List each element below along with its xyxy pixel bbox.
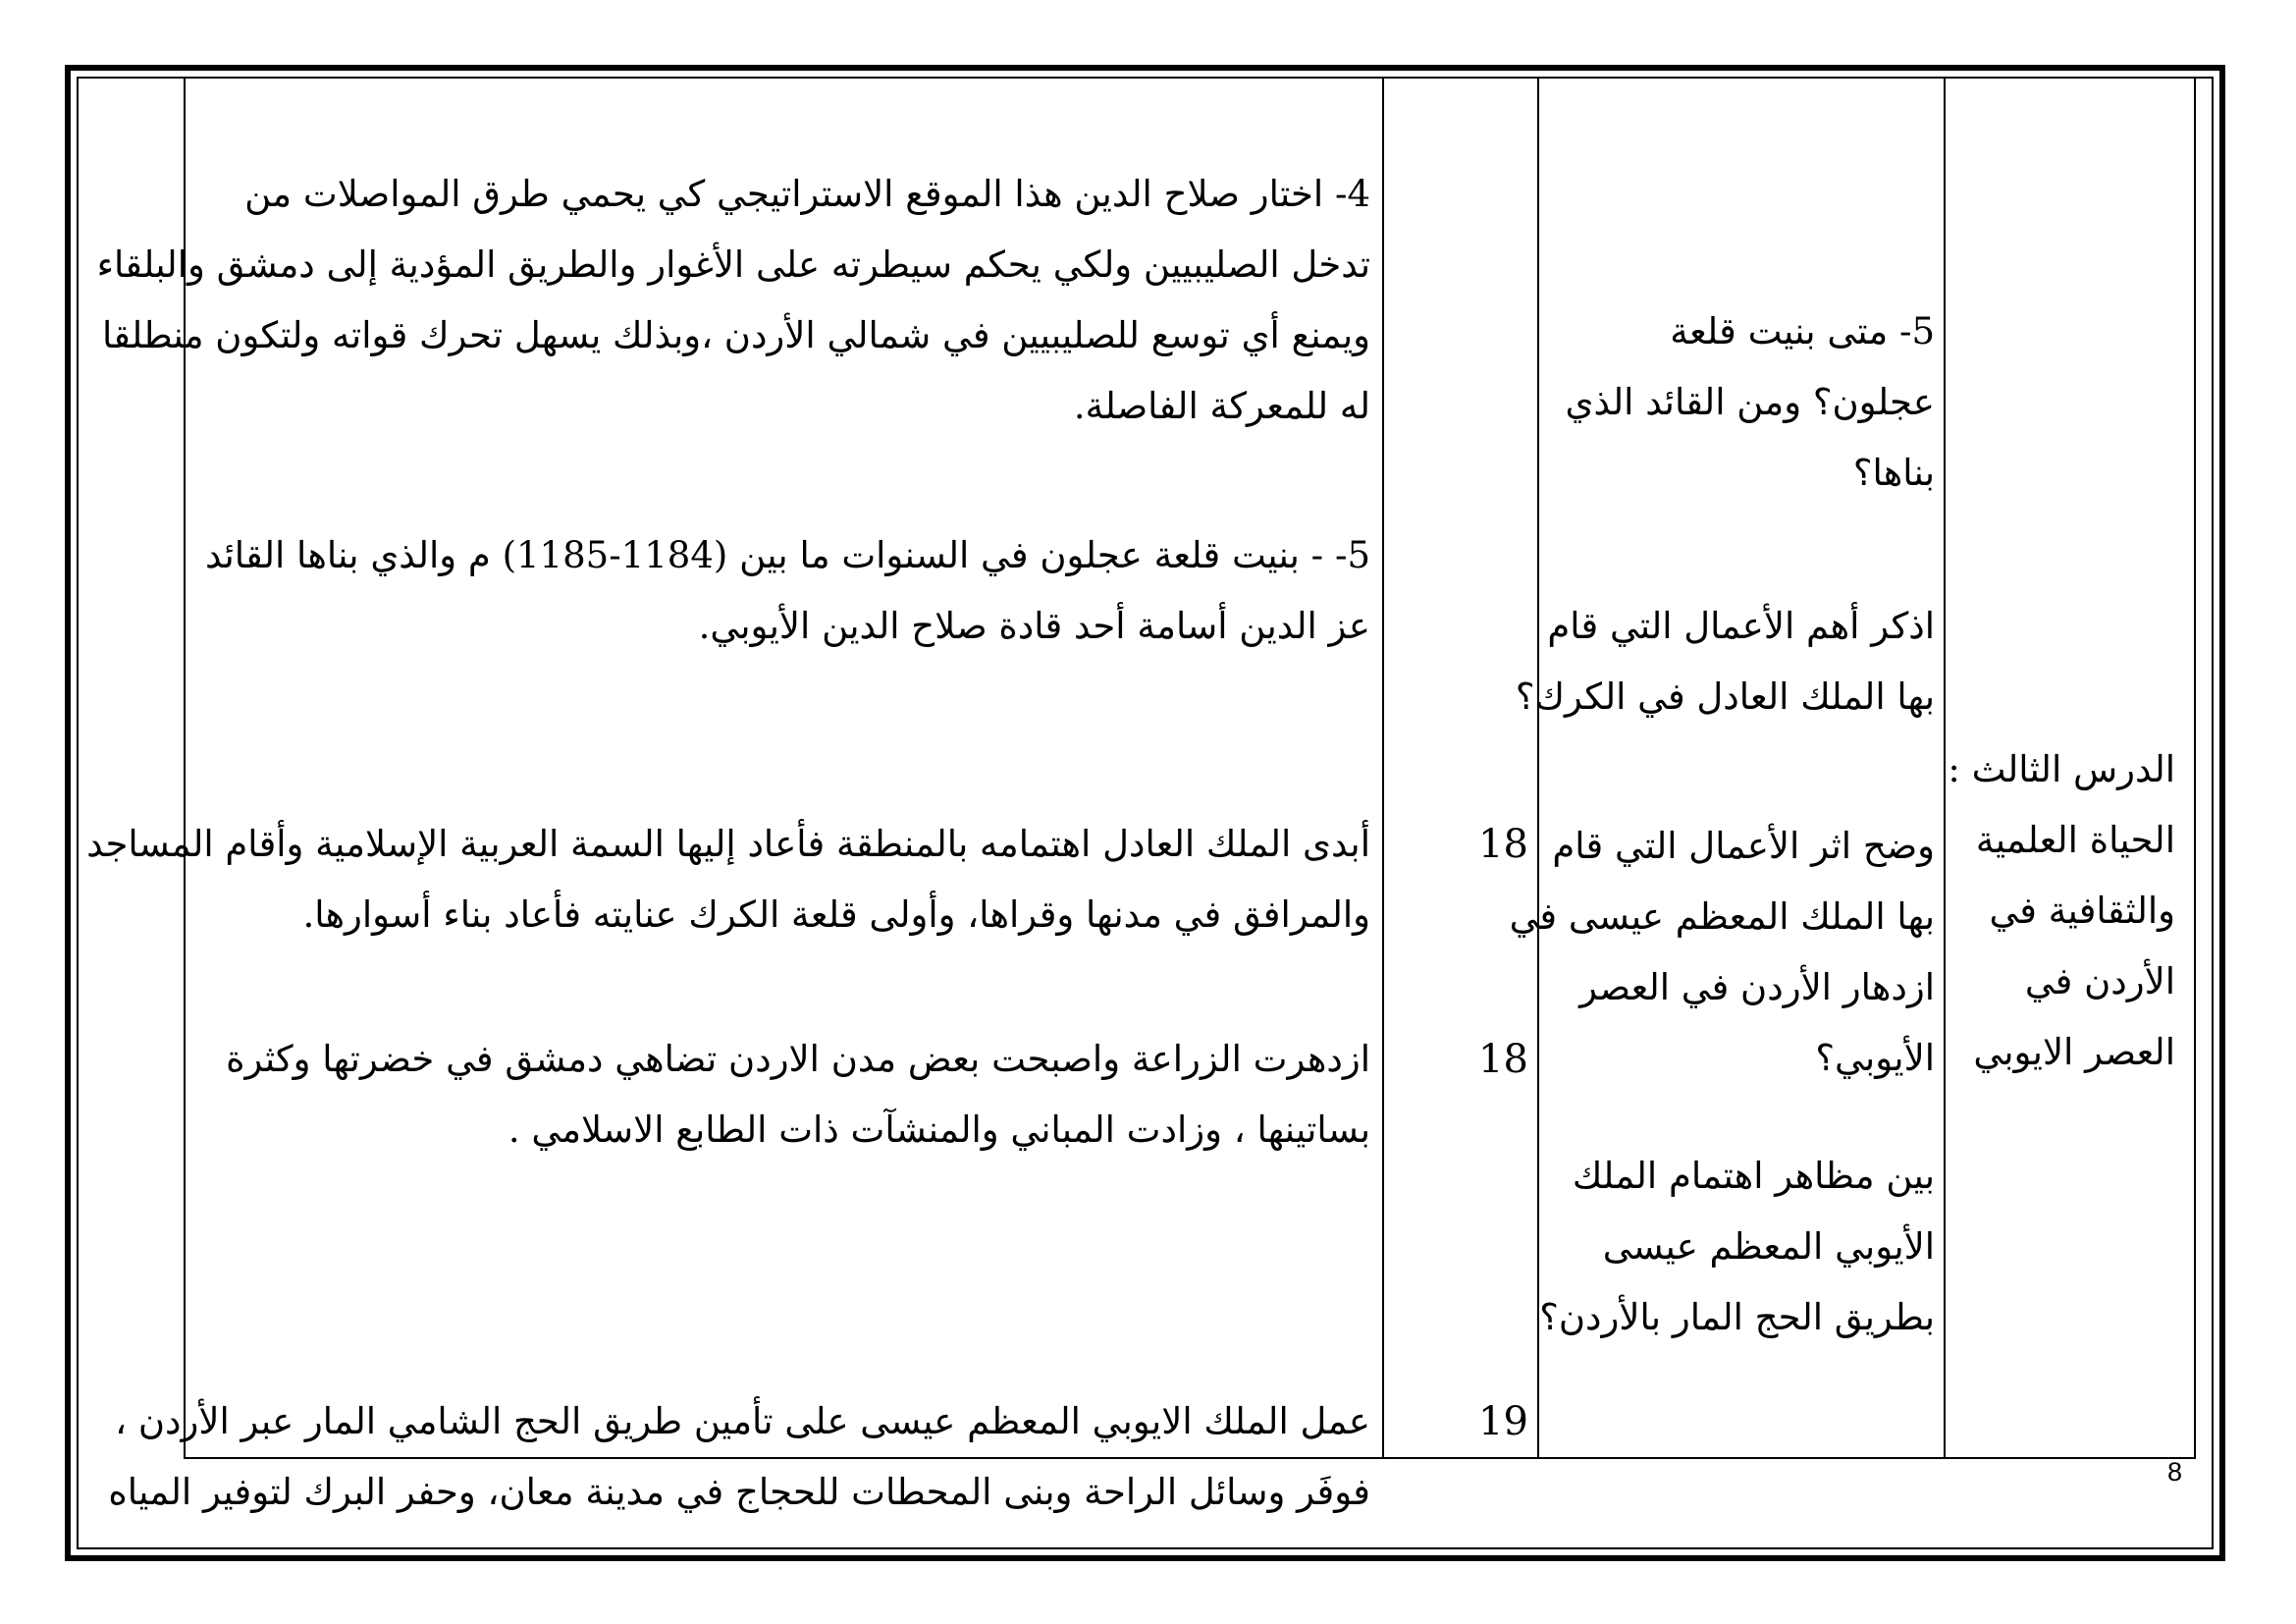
question-muazzam-works: وضح اثر الأعمال التي قام بها الملك المعظم عيسى في ازدهار الأردن في العصر الأيوبي؟ — [1509, 825, 1935, 1079]
answer-strategic-site: 4- اختار صلاح الدين هذا الموقع الاستراتيجي كي يحمي طرق المواصلات من تدخل الصليبيين ولكي يحكم سيطرته على الأغوار والطريق المؤدية إلى دمشق والبلقاء ويمنع أي توسع للصليبيين في شمالي الأردن ،وبذلك يسهل تحرك قواته ولتكون منطلقا له للمعركة الفاصلة. — [96, 173, 1370, 427]
questions-column — [1509, 77, 1944, 1459]
page-ref: 18 — [1478, 1037, 1528, 1082]
question-king-adil: اذكر أهم الأعمال التي قام بها الملك العادل في الكرك؟ — [1515, 605, 1935, 718]
answers-column — [86, 77, 1382, 1513]
question-castle-ajloun: 5- متى بنيت قلعة عجلون؟ ومن القائد الذي بناها؟ — [1565, 310, 1935, 494]
answer-agriculture: ازدهرت الزراعة واصبحت بعض مدن الاردن تضاهي دمشق في خضرتها وكثرة بساتينها ، وزادت المباني والمنشآت ذات الطابع الاسلامي . — [226, 1038, 1370, 1151]
page-ref: 19 — [1478, 1399, 1528, 1444]
answer-castle-ajloun: 5- - بنيت قلعة عجلون في السنوات ما بين (1184-1185) م والذي بناها القائد عز الدين أسامة أحد قادة صلاح الدين الأيوبي. — [205, 534, 1370, 647]
lesson-title: الدرس الثالث : الحياة العلمية والثقافية في الأردن في العصر الايوبي — [1948, 748, 2175, 1073]
lesson-title-column — [1946, 77, 2187, 1459]
page-reference-column — [1384, 77, 1537, 1459]
answer-king-adil: أبدى الملك العادل اهتمامه بالمنطقة فأعاد إليها السمة العربية الإسلامية وأقام المساجد والمرافق في مدنها وقراها، وأولى قلعة الكرك عنايته فأعاد بناء أسوارها. — [86, 823, 1370, 936]
page-ref: 18 — [1478, 822, 1528, 867]
answer-hajj-road: عمل الملك الايوبي المعظم عيسى على تأمين طريق الحج الشامي المار عبر الأردن ، فوفَر وسائل الراحة وبنى المحطات للحجاج في مدينة معان، وحفر البرك لتوفير المياه — [108, 1400, 1370, 1513]
page-number: 8 — [2167, 1457, 2183, 1487]
question-hajj-road: بين مظاهر اهتمام الملك الأيوبي المعظم عيسى بطريق الحج المار بالأردن؟ — [1539, 1155, 1935, 1338]
